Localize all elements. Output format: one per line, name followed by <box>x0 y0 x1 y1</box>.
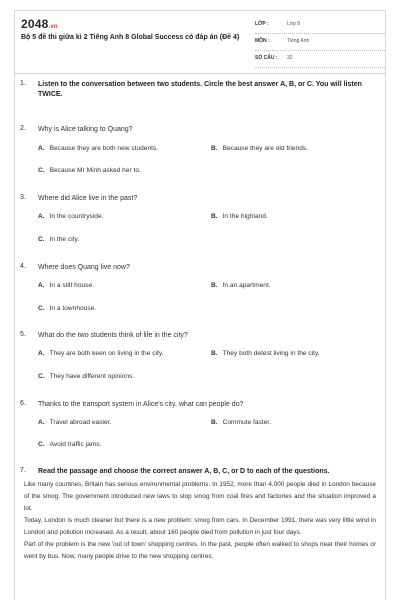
question-text: Where does Quang live now? <box>38 264 130 271</box>
option-letter: C. <box>38 167 45 174</box>
option-text: In an apartment. <box>222 282 271 289</box>
option-letter: B. <box>211 213 218 220</box>
option-a[interactable] <box>38 350 163 357</box>
option-letter: B. <box>211 282 218 289</box>
option-b[interactable] <box>211 213 268 220</box>
question-number: 6. <box>20 400 26 407</box>
meta-value: Lớp 8 <box>287 21 301 27</box>
option-letter: C. <box>38 236 45 243</box>
meta-row-count <box>255 51 385 68</box>
option-c[interactable] <box>38 373 134 380</box>
logo-text: 2048 <box>21 17 49 31</box>
question-text: What do the two students think of life in the city? <box>38 332 188 339</box>
question-text: Why is Alice talking to Quang? <box>38 126 133 133</box>
option-text: They both detest living in the city. <box>222 350 320 357</box>
option-letter: B. <box>211 419 218 426</box>
passage-paragraph: Like many countries, Britain has serious environmental problems. In 1952, more than 4,000 people died in London because of the smog. The government introduced new laws to stop smog from coal fires and factories and the situation improved a lot. <box>24 481 376 512</box>
option-letter: A. <box>38 282 45 289</box>
question-text: Listen to the conversation between two students. Circle the best answer A, B, or C. You will listen TWICE. <box>38 81 362 98</box>
option-letter: A. <box>38 419 45 426</box>
option-letter: C. <box>38 441 45 448</box>
option-text: Because they are old friends. <box>222 145 308 152</box>
option-text: In the highland. <box>222 213 268 220</box>
option-b[interactable] <box>211 350 320 357</box>
passage-paragraph: Part of the problem is the new 'out of town' shopping centres. In the past, people often walked to shops near their homes or went by bus. Now, many people drive to the new shopping centres. <box>24 541 376 560</box>
meta-label: LỚP : <box>255 21 269 27</box>
option-c[interactable] <box>38 236 79 243</box>
option-text: Travel abroad easier. <box>49 419 112 426</box>
option-c[interactable] <box>38 167 141 174</box>
option-text: Because Mr Minh asked her to. <box>49 167 141 174</box>
question-number: 7. <box>20 467 26 474</box>
option-letter: B. <box>211 350 218 357</box>
option-text: In the countryside. <box>49 213 104 220</box>
meta-info <box>255 17 385 68</box>
option-c[interactable] <box>38 441 101 448</box>
meta-row-class <box>255 17 385 34</box>
question-text: Read the passage and choose the correct answer A, B, C, or D to each of the questions. <box>38 468 330 475</box>
reading-passage <box>24 479 376 563</box>
site-logo[interactable] <box>21 17 58 31</box>
document-title: Bộ 5 đề thi giữa kì 2 Tiếng Anh 8 Global Success có đáp án (Đề 4) <box>21 34 240 41</box>
option-b[interactable] <box>211 282 271 289</box>
option-a[interactable] <box>38 145 158 152</box>
question-number: 1. <box>20 80 26 87</box>
question-text: Where did Alice live in the past? <box>38 195 138 202</box>
option-a[interactable] <box>38 282 94 289</box>
option-text: In a stilt house. <box>49 282 94 289</box>
option-letter: A. <box>38 213 45 220</box>
option-c[interactable] <box>38 305 96 312</box>
option-letter: C. <box>38 373 45 380</box>
option-text: They are both keen on living in the city. <box>49 350 164 357</box>
option-text: Because they are both new students. <box>49 145 159 152</box>
question-number: 3. <box>20 194 26 201</box>
meta-label: SỐ CÂU : <box>255 55 278 61</box>
question-text: Thanks to the transport system in Alice's city, what can people do? <box>38 401 244 408</box>
question-number: 4. <box>20 263 26 270</box>
meta-label: MÔN : <box>255 38 270 44</box>
option-text: Commute faster. <box>222 419 271 426</box>
option-letter: A. <box>38 350 45 357</box>
passage-paragraph: Today, London is much cleaner but there is a new problem: smog from cars. In December 1991, there was very little wind in London and pollution increased. As a result, about 160 people died from pollution in just four days. <box>24 517 376 536</box>
option-b[interactable] <box>211 145 308 152</box>
document-header <box>15 11 385 74</box>
option-letter: C. <box>38 305 45 312</box>
option-text: They have different opinions. <box>49 373 135 380</box>
question-number: 5. <box>20 331 26 338</box>
meta-value: Tiếng Anh <box>287 38 310 44</box>
option-letter: A. <box>38 145 45 152</box>
question-number: 2. <box>20 125 26 132</box>
meta-value: 32 <box>287 55 293 61</box>
option-text: In a townhouse. <box>49 305 97 312</box>
option-text: Avoid traffic jams. <box>49 441 102 448</box>
option-letter: B. <box>211 145 218 152</box>
option-a[interactable] <box>38 419 111 426</box>
option-a[interactable] <box>38 213 103 220</box>
option-b[interactable] <box>211 419 271 426</box>
logo-suffix: .vn <box>48 24 58 30</box>
option-text: In the city. <box>49 236 80 243</box>
meta-row-subject <box>255 34 385 51</box>
